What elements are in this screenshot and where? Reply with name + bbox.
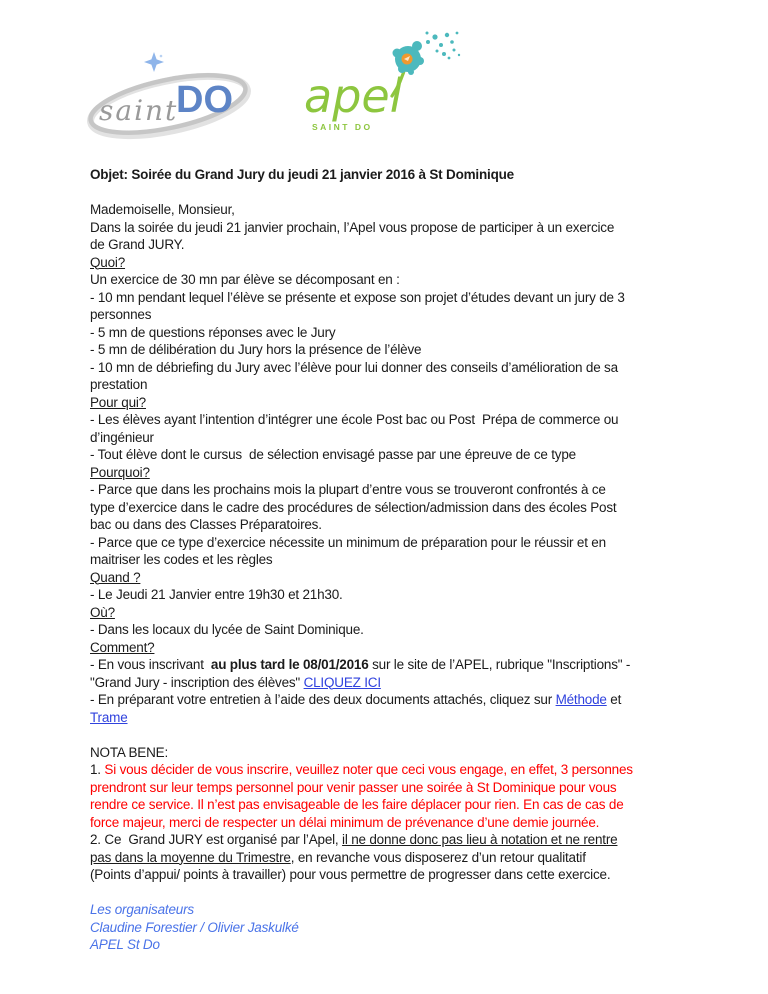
- text-run: - En vous inscrivant: [90, 657, 211, 672]
- text-line: [90, 866, 690, 884]
- text-run: Pourquoi?: [90, 464, 150, 480]
- text-line: [90, 709, 690, 727]
- text-run: NOTA BENE:: [90, 744, 169, 760]
- text-run: Si vous décider de vous inscrire, veuillez noter que ceci vous engage, en effet, 3 personnes: [104, 762, 633, 777]
- text-run: Objet: Soirée du Grand Jury du jeudi 21 janvier 2016 à St Dominique: [90, 167, 514, 182]
- text-run: de Grand JURY.: [90, 237, 185, 252]
- text-line: [90, 779, 690, 797]
- text-line: [90, 656, 690, 674]
- text-run: prendront sur leur temps personnel pour venir passer une soirée à St Dominique pour vous: [90, 779, 617, 795]
- dandelion-flecks-icon: [426, 32, 461, 60]
- text-line: [90, 166, 690, 184]
- text-line: [90, 569, 690, 587]
- text-line: [90, 534, 690, 552]
- text-run: - Le Jeudi 21 Janvier entre 19h30 et 21h30.: [90, 587, 343, 602]
- text-run: - 10 mn pendant lequel l’élève se présente et expose son projet d’études devant un jury de 3: [90, 289, 625, 305]
- text-line: [90, 551, 690, 569]
- text-run: - Parce que ce type d’exercice nécessite un minimum de préparation pour le réussir et en: [90, 534, 606, 550]
- text-line: [90, 271, 690, 289]
- text-line: [90, 324, 690, 342]
- text-run: Les organisateurs: [90, 902, 194, 917]
- sparkle-dot-icon: [160, 55, 163, 58]
- text-line: [90, 219, 690, 237]
- text-run: Où?: [90, 604, 115, 620]
- text-run: pas dans la moyenne du Trimestre: [90, 849, 291, 865]
- blank-line: [90, 184, 690, 202]
- text-run: - Parce que dans les prochains mois la plupart d’entre vous se trouveront confrontés à ce: [90, 482, 606, 497]
- text-run: prestation: [90, 377, 148, 392]
- saintdo-logo-saint-text: saint: [99, 94, 179, 127]
- text-run: bac ou dans des Classes Préparatoires.: [90, 517, 322, 532]
- hyperlink[interactable]: Trame: [90, 709, 128, 725]
- text-line: [90, 341, 690, 359]
- text-run: type d’exercice dans le cadre des procédures de sélection/admission dans des écoles Post: [90, 499, 617, 515]
- apel-logo-subtitle: SAINT DO: [312, 122, 373, 132]
- text-line: [90, 849, 690, 867]
- text-line: [90, 429, 690, 447]
- text-line: [90, 761, 690, 779]
- text-line: [90, 446, 690, 464]
- text-run: 2. Ce Grand JURY est organisé par l’Apel,: [90, 832, 343, 847]
- hyperlink[interactable]: Méthode: [555, 692, 607, 707]
- text-run: et: [606, 692, 622, 707]
- blank-line: [90, 726, 690, 744]
- text-line: [90, 499, 690, 517]
- text-run: Quand ?: [90, 569, 141, 585]
- text-line: [90, 376, 690, 394]
- text-line: [90, 516, 690, 534]
- text-run: - 5 mn de questions réponses avec le Jury: [90, 324, 336, 340]
- text-line: [90, 359, 690, 377]
- text-line: [90, 621, 690, 639]
- saintdo-logo-do-text: DO: [176, 79, 233, 121]
- text-line: [90, 411, 690, 429]
- text-run: rendre ce service. Il n’est pas envisageable de les faire déplacer pour rien. En cas de cas de: [90, 797, 624, 812]
- apel-logo: [298, 30, 463, 140]
- text-line: [90, 604, 690, 622]
- text-line: [90, 691, 690, 709]
- text-run: sur le site de l’APEL, rubrique "Inscriptions" -: [368, 657, 631, 672]
- text-line: [90, 254, 690, 272]
- text-run: d’ingénieur: [90, 429, 154, 445]
- text-run: Quoi?: [90, 254, 126, 270]
- text-line: [90, 289, 690, 307]
- text-run: - 5 mn de délibération du Jury hors la présence de l’élève: [90, 342, 422, 357]
- text-run: APEL St Do: [90, 937, 160, 952]
- text-line: [90, 201, 690, 219]
- apel-logo-text: apel: [304, 69, 403, 123]
- text-run: - En préparant votre entretien à l’aide des deux documents attachés, cliquez sur: [90, 692, 556, 707]
- text-line: [90, 814, 690, 832]
- text-line: [90, 306, 690, 324]
- text-run: "Grand Jury - inscription des élèves": [90, 674, 304, 690]
- text-run: il ne donne donc pas lieu à notation et ne rentre: [342, 832, 618, 847]
- text-line: [90, 901, 690, 919]
- text-line: [90, 236, 690, 254]
- text-line: [90, 831, 690, 849]
- text-run: Pour qui?: [90, 394, 146, 410]
- text-line: [90, 394, 690, 412]
- text-run: personnes: [90, 307, 152, 322]
- text-run: au plus tard le 08/01/2016: [210, 657, 369, 672]
- text-run: - Tout élève dont le cursus de sélection envisagé passe par une épreuve de ce type: [90, 447, 576, 462]
- text-line: [90, 796, 690, 814]
- hyperlink[interactable]: CLIQUEZ ICI: [303, 674, 381, 690]
- text-run: 1.: [90, 762, 105, 777]
- text-run: Mademoiselle, Monsieur,: [90, 202, 235, 217]
- text-run: (Points d’appui/ points à travailler) pour vous permettre de progresser dans cette exercice.: [90, 867, 611, 882]
- text-run: , en revanche vous disposerez d’un retour qualitatif: [290, 849, 586, 865]
- blank-line: [90, 884, 690, 902]
- text-line: [90, 919, 690, 937]
- text-run: maitriser les codes et les règles: [90, 552, 273, 567]
- text-line: [90, 481, 690, 499]
- text-line: [90, 464, 690, 482]
- text-run: Comment?: [90, 639, 155, 655]
- text-run: Un exercice de 30 mn par élève se décomposant en :: [90, 272, 400, 287]
- text-run: force majeur, merci de respecter un délai minimum de prévenance d’une demie journée.: [90, 814, 600, 830]
- text-run: - 10 mn de débriefing du Jury avec l’élève pour lui donner des conseils d’amélioration de sa: [90, 359, 618, 375]
- text-line: [90, 639, 690, 657]
- text-run: Dans la soirée du jeudi 21 janvier prochain, l’Apel vous propose de participer à un exercice: [90, 219, 615, 235]
- text-line: [90, 936, 690, 954]
- text-line: [90, 744, 690, 762]
- text-line: [90, 674, 690, 692]
- text-run: - Dans les locaux du lycée de Saint Dominique.: [90, 622, 364, 637]
- text-run: - Les élèves ayant l’intention d’intégrer une école Post bac ou Post Prépa de commerce ou: [90, 412, 619, 427]
- text-line: [90, 586, 690, 604]
- saintdo-logo: [83, 50, 257, 142]
- document-body: [90, 166, 690, 954]
- text-run: Claudine Forestier / Olivier Jaskulké: [90, 919, 299, 935]
